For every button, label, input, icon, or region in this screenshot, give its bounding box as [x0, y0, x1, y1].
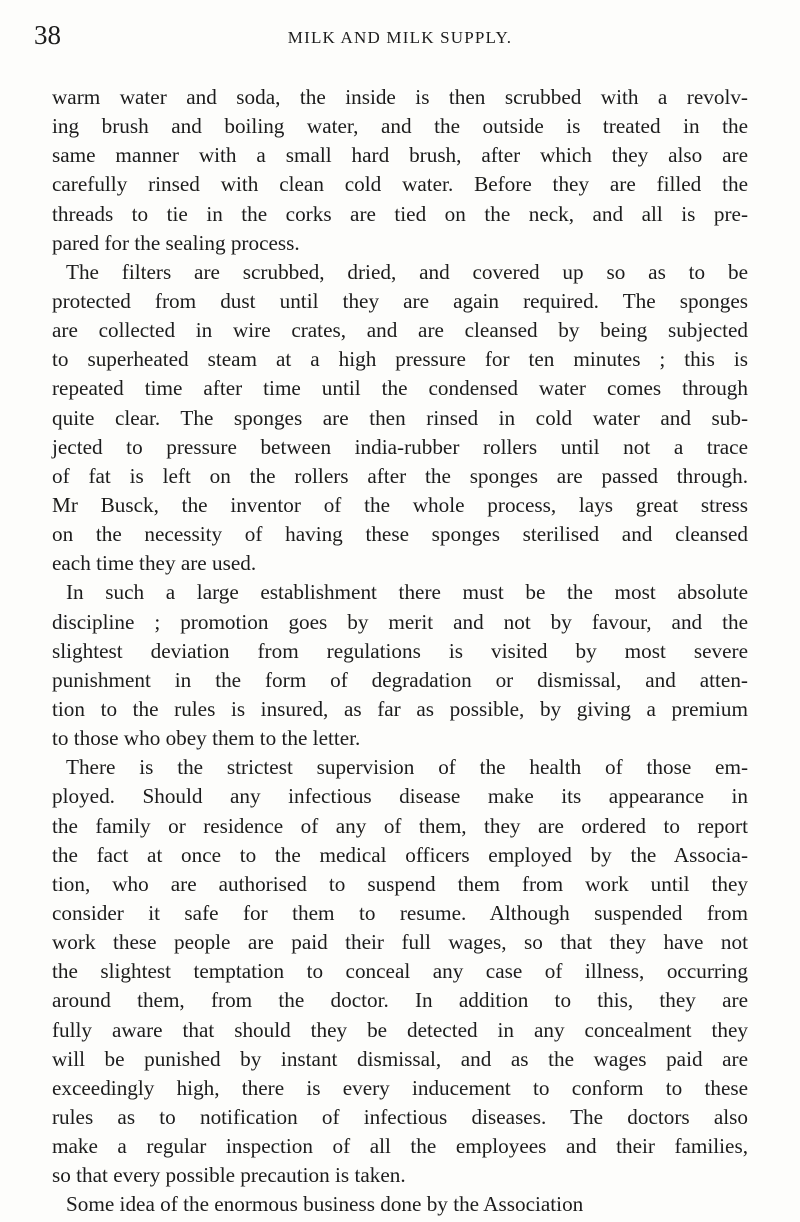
- paragraph: [52, 83, 748, 258]
- text-line: around them, from the doctor. In addition to this, they are: [52, 988, 748, 1013]
- text-line: threads to tie in the corks are tied on the neck, and all is pre-: [52, 201, 748, 226]
- text-line: Some idea of the enormous business done by the Association: [66, 1192, 584, 1217]
- text-line: discipline ; promotion goes by merit and not by favour, and the: [52, 609, 748, 634]
- text-line: Mr Busck, the inventor of the whole process, lays great stress: [52, 492, 748, 517]
- paragraph: [52, 1190, 748, 1219]
- text-line: slightest deviation from regulations is visited by most severe: [52, 638, 748, 663]
- text-line: the fact at once to the medical officers employed by the Associa-: [52, 842, 748, 867]
- paragraph: [52, 753, 748, 1190]
- text-line: punishment in the form of degradation or dismissal, and atten-: [52, 667, 748, 692]
- text-line: protected from dust until they are again required. The sponges: [52, 288, 748, 313]
- text-line: make a regular inspection of all the employees and their families,: [52, 1134, 748, 1159]
- text-line: so that every possible precaution is taken.: [52, 1163, 406, 1188]
- text-line: to those who obey them to the letter.: [52, 726, 361, 751]
- text-line: pared for the sealing process.: [52, 230, 300, 255]
- text-line: consider it safe for them to resume. Although suspended from: [52, 900, 748, 925]
- text-line: on the necessity of having these sponges sterilised and cleansed: [52, 522, 748, 547]
- text-line: repeated time after time until the condensed water comes through: [52, 376, 748, 401]
- running-title: MILK AND MILK SUPPLY.: [287, 28, 513, 47]
- text-line: are collected in wire crates, and are cleansed by being subjected: [52, 318, 748, 343]
- text-line: each time they are used.: [52, 551, 257, 576]
- text-line: carefully rinsed with clean cold water. Before they are filled the: [52, 172, 748, 197]
- page-number: 38: [34, 20, 61, 50]
- paragraph: [52, 578, 748, 753]
- text-line: tion, who are authorised to suspend them from work until they: [52, 871, 748, 896]
- text-line: the family or residence of any of them, they are ordered to report: [52, 813, 748, 838]
- text-line: ployed. Should any infectious disease make its appearance in: [52, 784, 748, 809]
- text-line: fully aware that should they be detected in any concealment they: [52, 1017, 748, 1042]
- text-line: to superheated steam at a high pressure for ten minutes ; this is: [52, 347, 748, 372]
- text-line: warm water and soda, the inside is then scrubbed with a revolv-: [52, 85, 748, 109]
- text-line: The filters are scrubbed, dried, and covered up so as to be: [66, 259, 748, 284]
- text-line: jected to pressure between india-rubber rollers until not a trace: [52, 434, 748, 459]
- body-text: [52, 83, 748, 1219]
- text-line: tion to the rules is insured, as far as possible, by giving a premium: [52, 696, 748, 721]
- text-line: In such a large establishment there must be the most absolute: [66, 580, 748, 605]
- text-line: same manner with a small hard brush, after which they also are: [52, 143, 748, 168]
- text-line: work these people are paid their full wages, so that they have not: [52, 930, 748, 955]
- text-line: rules as to notification of infectious diseases. The doctors also: [52, 1104, 748, 1129]
- text-line: There is the strictest supervision of the health of those em-: [66, 755, 748, 780]
- text-line: of fat is left on the rollers after the sponges are passed through.: [52, 463, 748, 488]
- text-line: quite clear. The sponges are then rinsed in cold water and sub-: [52, 405, 748, 430]
- page-header: [34, 20, 766, 50]
- text-line: ing brush and boiling water, and the outside is treated in the: [52, 114, 748, 139]
- text-line: exceedingly high, there is every inducement to conform to these: [52, 1075, 748, 1100]
- text-line: will be punished by instant dismissal, and as the wages paid are: [52, 1046, 748, 1071]
- paragraph: [52, 258, 748, 579]
- text-line: the slightest temptation to conceal any case of illness, occurring: [52, 959, 748, 984]
